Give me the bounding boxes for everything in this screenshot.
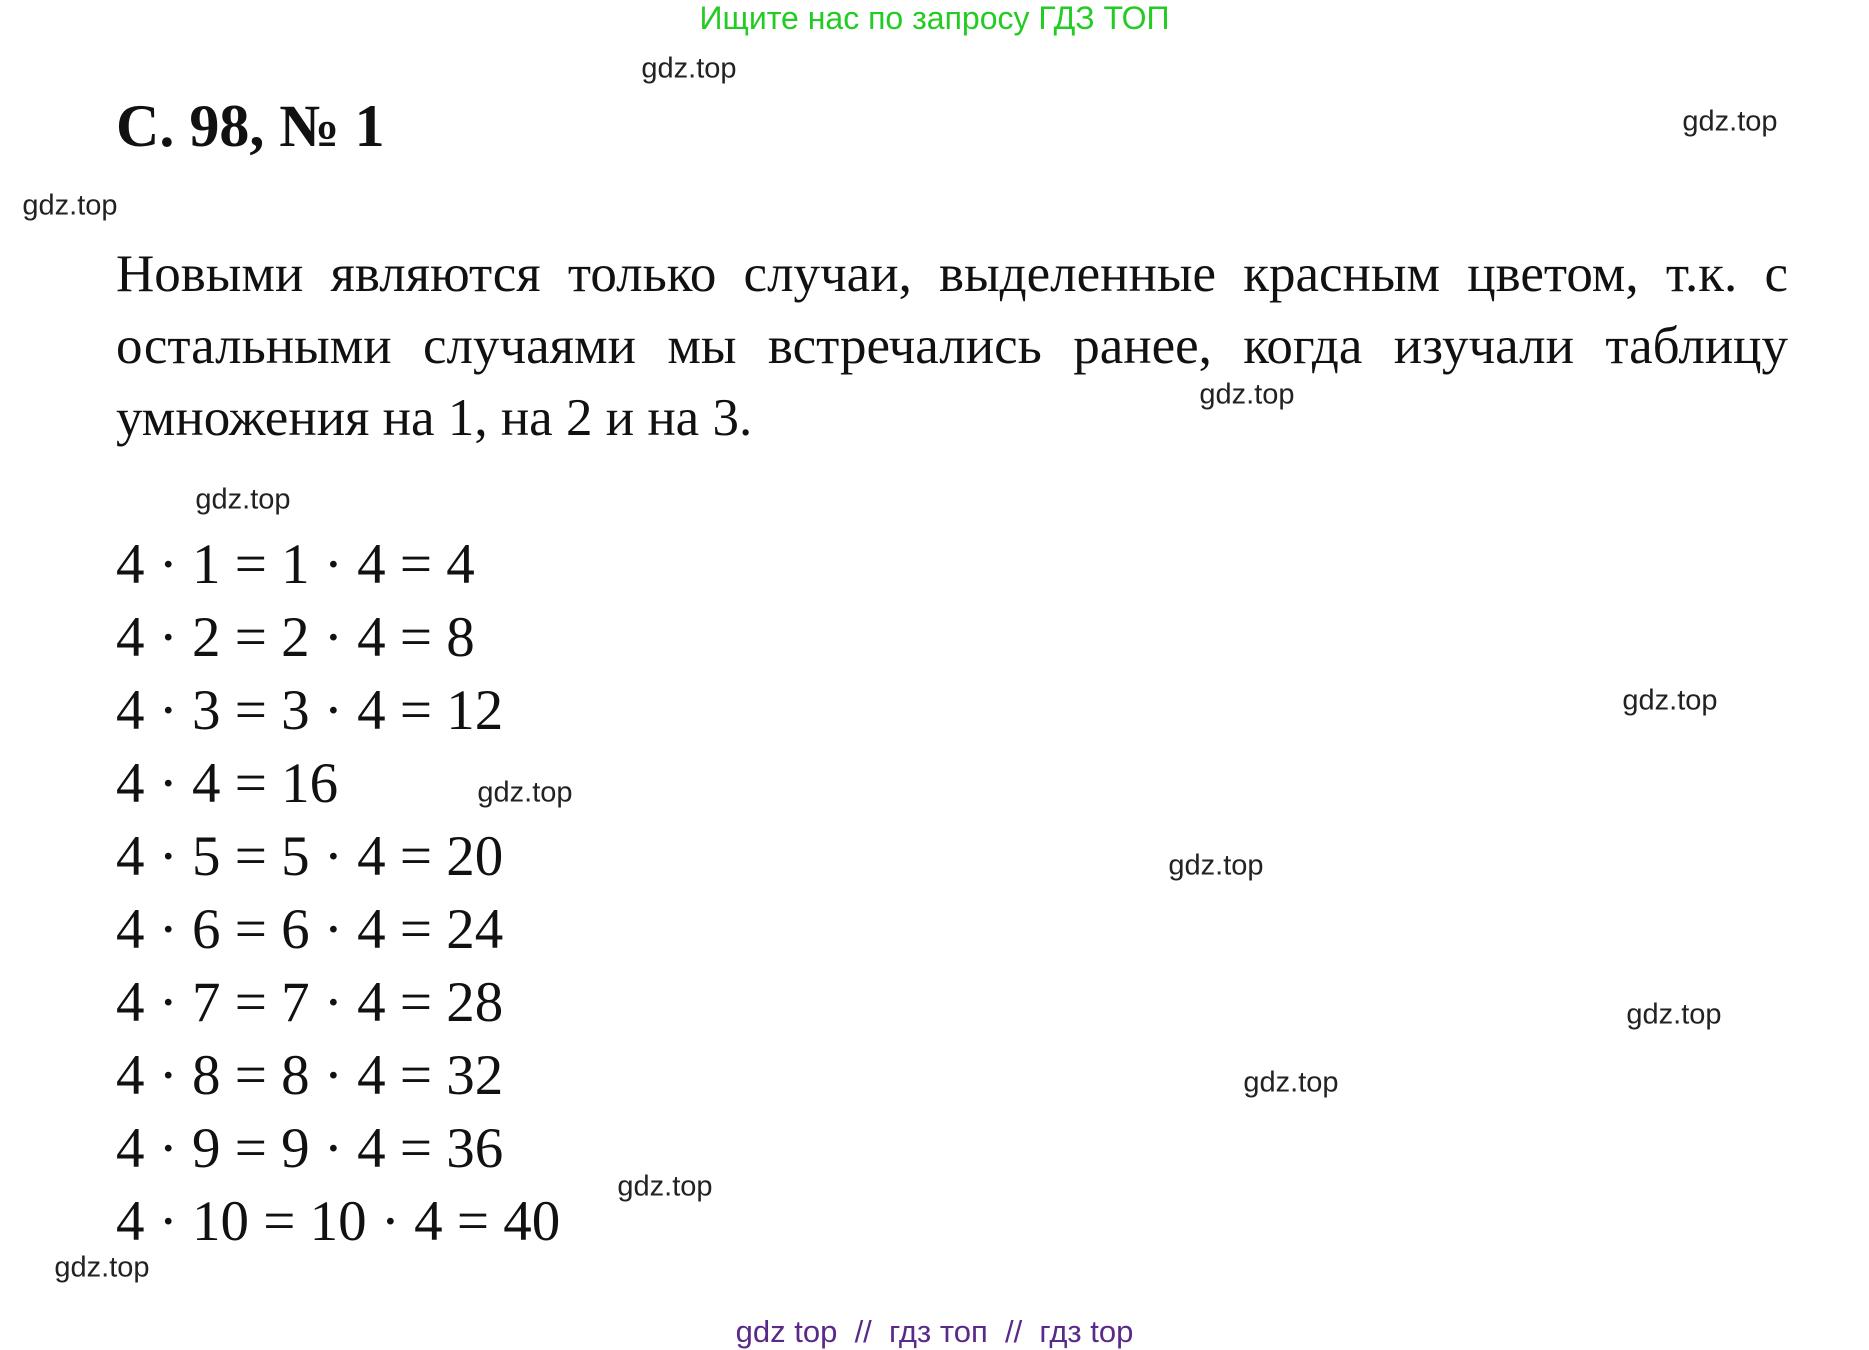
equation: 4 · 10 = 10 · 4 = 40 <box>116 1190 561 1253</box>
watermark: gdz.top <box>1682 105 1778 138</box>
watermark: gdz.top <box>54 1251 150 1284</box>
page-title: С. 98, № 1 <box>116 93 385 159</box>
watermark: gdz.top <box>477 776 573 809</box>
equation: 4 · 4 = 16 <box>116 752 339 815</box>
watermark: gdz.top <box>1199 378 1295 411</box>
watermark: gdz.top <box>195 483 291 516</box>
watermark: gdz.top <box>617 1170 713 1203</box>
equation: 4 · 5 = 5 · 4 = 20 <box>116 825 504 888</box>
watermark: gdz.top <box>1622 684 1718 717</box>
equations-list <box>116 528 560 1258</box>
equation: 4 · 2 = 2 · 4 = 8 <box>116 606 475 669</box>
equation: 4 · 9 = 9 · 4 = 36 <box>116 1117 504 1180</box>
equation: 4 · 3 = 3 · 4 = 12 <box>116 679 504 742</box>
watermark: gdz.top <box>1243 1066 1339 1099</box>
footer-links: gdz top // гдз топ // гдз top <box>735 1314 1134 1349</box>
search-banner: Ищите нас по запросу ГДЗ ТОП <box>699 0 1170 36</box>
equation: 4 · 1 = 1 · 4 = 4 <box>116 533 475 596</box>
explanation-paragraph: Новыми являются только случаи, выделенные красным цветом, т.к. с остальными случаями мы встречались ранее, когда изучали таблицу умножения на 1, на 2 и на 3. <box>116 245 1788 447</box>
watermark: gdz.top <box>641 52 737 85</box>
watermark: gdz.top <box>22 189 118 222</box>
watermark: gdz.top <box>1168 849 1264 882</box>
watermark: gdz.top <box>1626 998 1722 1031</box>
equation: 4 · 7 = 7 · 4 = 28 <box>116 971 504 1034</box>
equation: 4 · 8 = 8 · 4 = 32 <box>116 1044 504 1107</box>
equation: 4 · 6 = 6 · 4 = 24 <box>116 898 504 961</box>
